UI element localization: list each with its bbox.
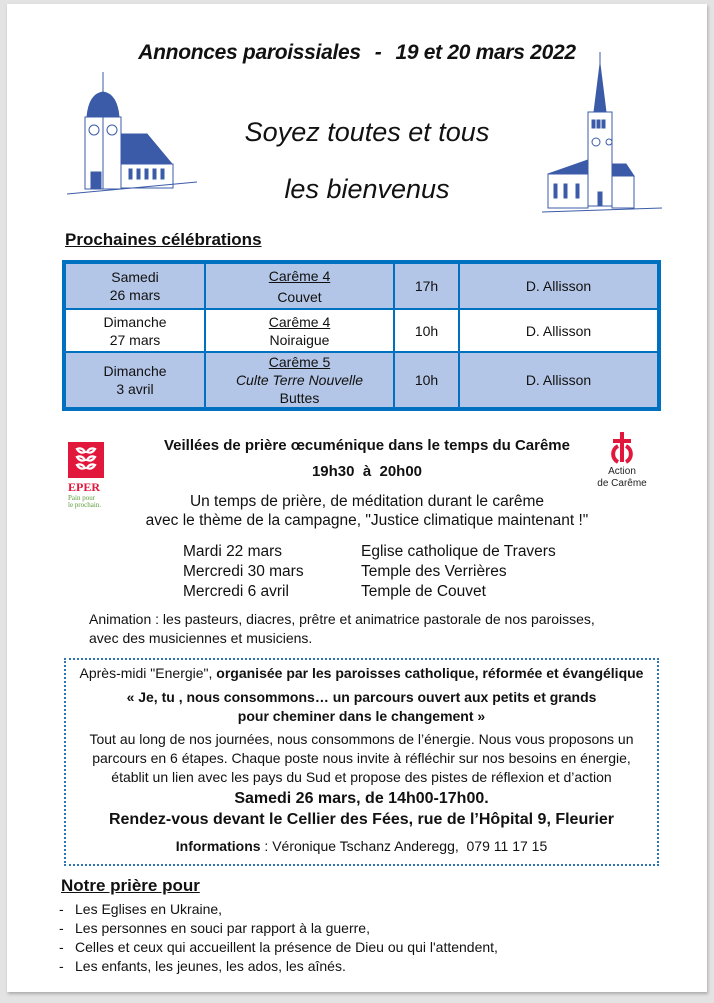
document-page: [7, 4, 707, 992]
energy-when-where: Samedi 26 mars, de 14h00-17h00. Rendez-vous devant le Cellier des Fées, rue de l’Hôpital 9, Fleurier: [108, 790, 615, 828]
eper-logo: EPER Pain pour le prochain.: [68, 442, 112, 509]
vigil-title: Veillées de prière œcuménique dans le temps du Carême: [164, 437, 570, 454]
welcome-line-2: les bienvenus: [284, 174, 450, 204]
vigil-description: Un temps de prière, de méditation durant le carême avec le thème de la campagne, "Justice climatique maintenant !": [145, 493, 589, 529]
church-left-icon: [67, 72, 197, 202]
title-date: 19 et 20 mars 2022: [395, 41, 576, 64]
list-item: - Les personnes en souci par rapport à la guerre,: [59, 919, 498, 938]
vigil-schedule: [183, 542, 556, 602]
vigil-time: 19h30 à 20h00: [311, 463, 423, 480]
service-cell: Carême 4 Noiraigue: [205, 309, 394, 352]
welcome-line-1: Soyez toutes et tous: [244, 117, 490, 147]
list-item: - Celles et ceux qui accueillent la présence de Dieu ou qui l'attendent,: [59, 938, 498, 957]
celebrations-table: [62, 260, 661, 411]
table-row: [64, 352, 659, 409]
time-cell: 10h: [394, 309, 459, 352]
list-item: Mardi 22 mars Eglise catholique de Travers: [183, 543, 556, 560]
energy-event-box: [64, 658, 659, 866]
wheat-icon: [68, 442, 104, 478]
officiant-cell: D. Allisson: [459, 309, 659, 352]
prayer-list: [59, 900, 498, 976]
energy-quote: « Je, tu , nous consommons… un parcours ouvert aux petits et grands pour cheminer dans le changement »: [126, 689, 597, 724]
church-right-icon: [542, 52, 662, 217]
title-left: Annonces paroissiales: [138, 41, 361, 64]
date-cell: Dimanche 27 mars: [64, 309, 205, 352]
officiant-cell: D. Allisson: [459, 352, 659, 409]
time-cell: 10h: [394, 352, 459, 409]
service-cell: Carême 4 Couvet: [205, 262, 394, 309]
table-row: [64, 262, 659, 309]
time-cell: 17h: [394, 262, 459, 309]
list-item: - Les Eglises en Ukraine,: [59, 900, 498, 919]
celebrations-heading: Prochaines célébrations: [65, 230, 262, 249]
list-item: Mercredi 6 avril Temple de Couvet: [183, 583, 486, 600]
list-item: Mercredi 30 mars Temple des Verrières: [183, 563, 507, 580]
date-cell: Dimanche 3 avril: [64, 352, 205, 409]
energy-body: Tout au long de nos journées, nous consommons de l’énergie. Nous vous proposons un parcours en 6 étapes. Chaque poste nous invite à réfléchir sur nos besoins en énergie, établit un lien avec les pays du Sud et propose des pistes de réflexion et d’action: [89, 731, 634, 785]
list-item: - Les enfants, les jeunes, les ados, les aînés.: [59, 957, 498, 976]
energy-intro: Après-midi "Energie", organisée par les paroisses catholique, réformée et évangélique: [79, 665, 644, 681]
service-cell: Carême 5 Culte Terre Nouvelle Buttes: [205, 352, 394, 409]
action-de-careme-logo: Action de Carême: [582, 432, 662, 490]
title-separator: -: [374, 41, 382, 64]
table-row: [64, 309, 659, 352]
animation-note: Animation : les pasteurs, diacres, prêtre et animatrice pastorale de nos paroisses, avec des musiciennes et musiciens.: [89, 611, 595, 646]
officiant-cell: D. Allisson: [459, 262, 659, 309]
date-cell: Samedi 26 mars: [64, 262, 205, 309]
energy-info: Informations : Véronique Tschanz Anderegg, 079 11 17 15: [175, 838, 548, 854]
prayer-heading: Notre prière pour: [61, 876, 200, 895]
